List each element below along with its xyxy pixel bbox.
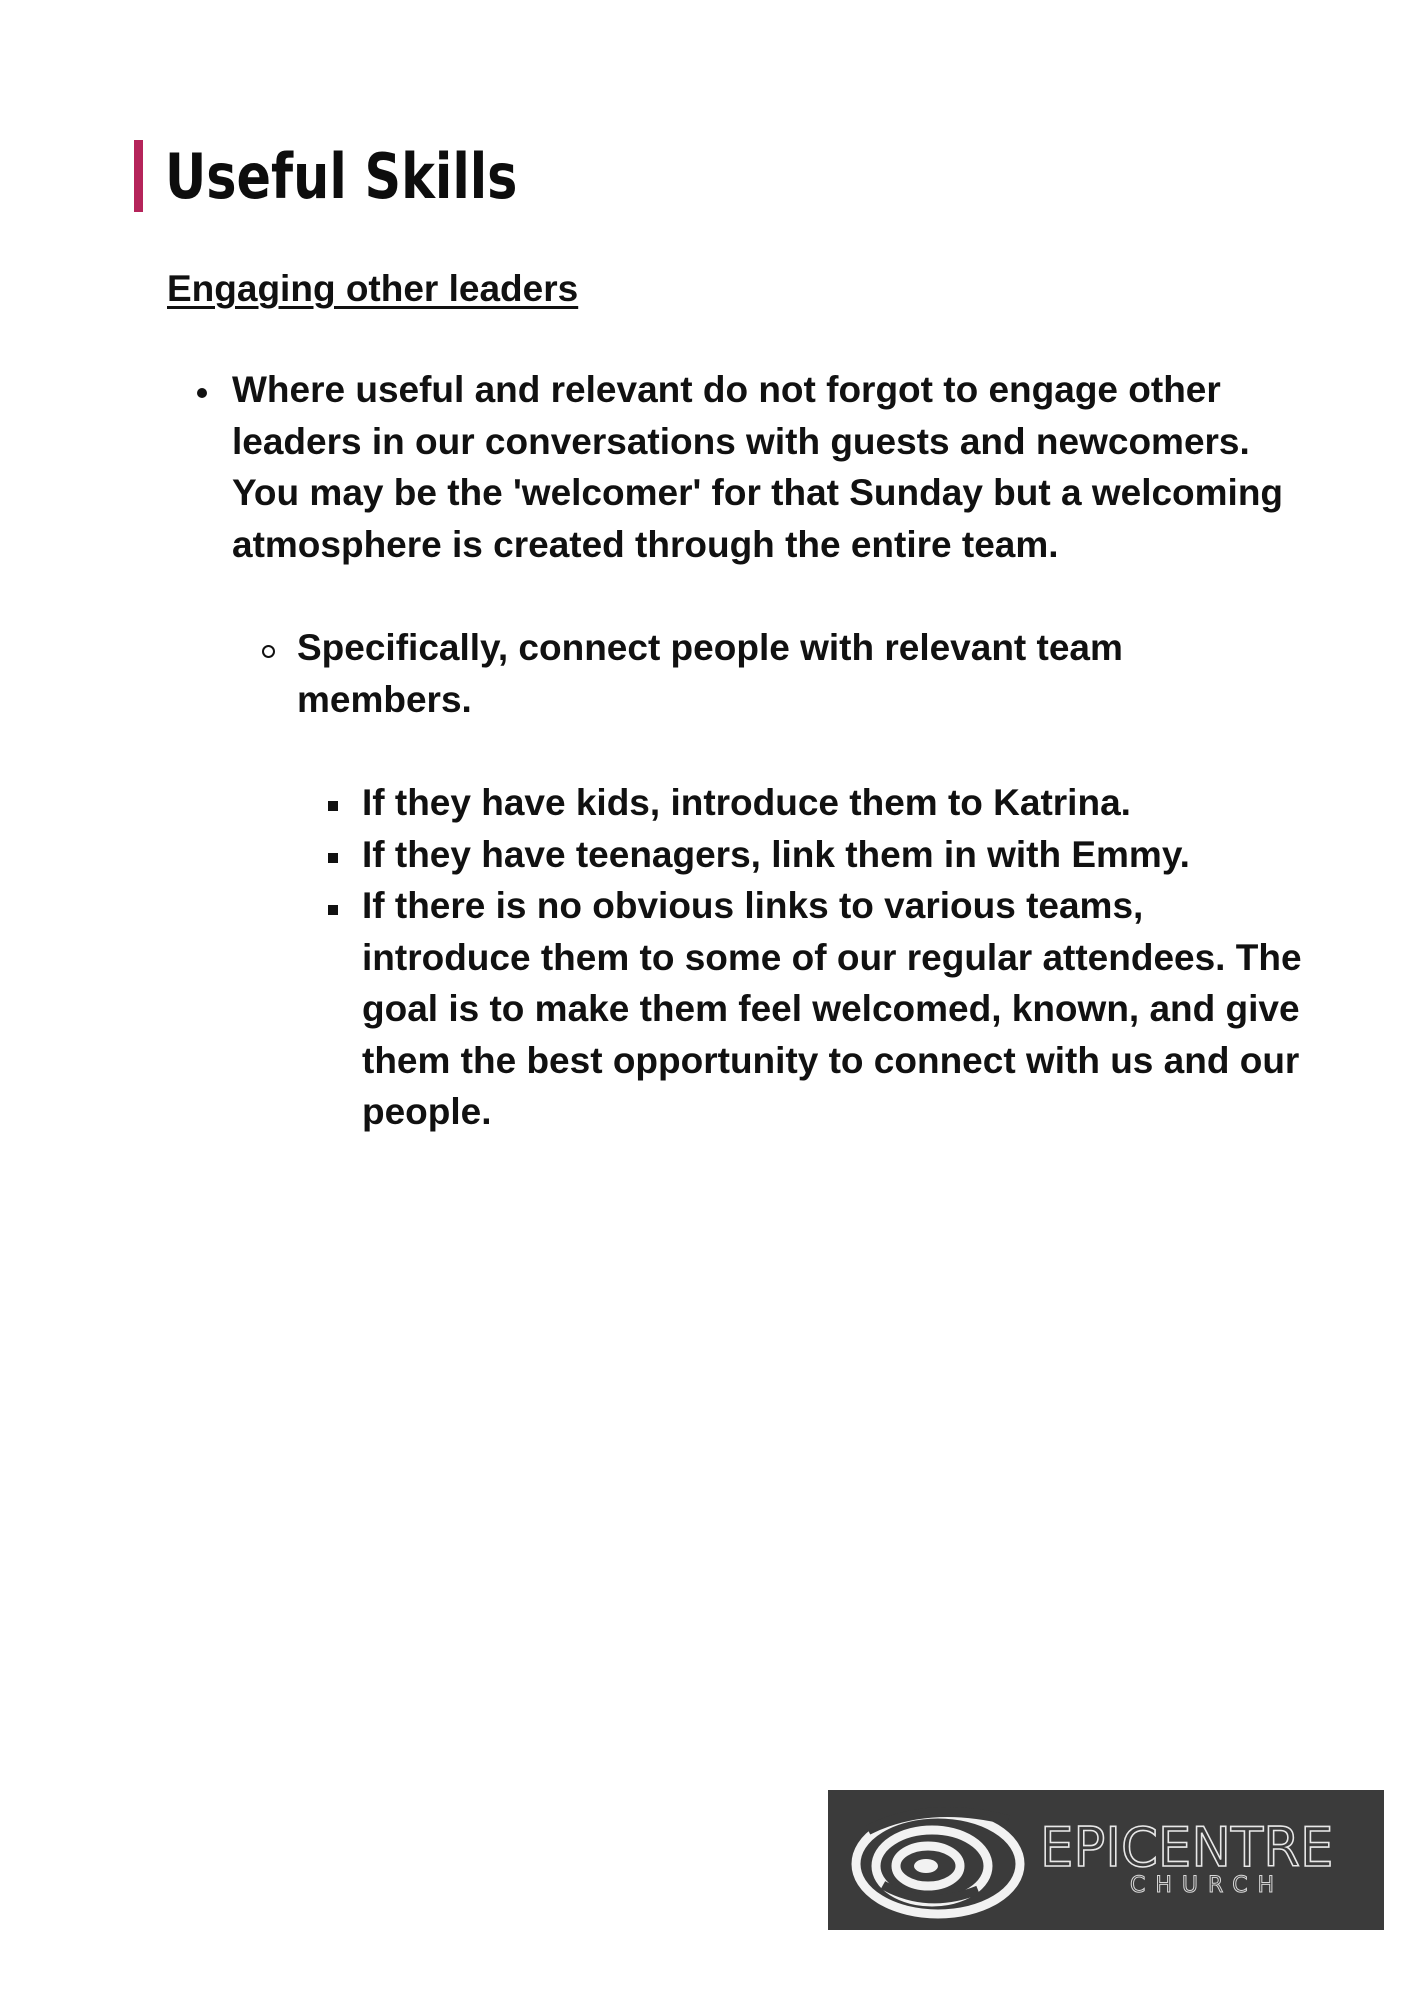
bullet-circle-icon <box>262 645 275 658</box>
list-item: If they have kids, introduce them to Katrina. <box>362 782 1131 823</box>
section-subheading: Engaging other leaders <box>167 268 579 309</box>
accent-bar <box>134 140 143 212</box>
section-title-wrap <box>134 140 595 212</box>
bullet-disc-icon <box>197 388 207 398</box>
bullet-square-icon <box>328 853 338 863</box>
bullet-level-3-list <box>362 777 1322 1138</box>
bullet-level-2: Specifically, connect people with relevant team members. <box>297 627 1123 720</box>
page-title: Useful Skills <box>165 139 518 213</box>
epicentre-church-logo <box>828 1790 1384 1930</box>
bullet-level-1: Where useful and relevant do not forgot to engage other leaders in our conversations with guests and newcomers. You may be the 'welcomer' for that Sunday but a welcoming atmosphere is created through the entire team. <box>232 369 1284 565</box>
logo-subtitle: CHURCH <box>1130 1873 1285 1898</box>
list-item: If they have teenagers, link them in with Emmy. <box>362 833 1190 875</box>
list-item: If there is no obvious links to various teams, introduce them to some of our regular attendees. The goal is to make them feel welcomed, known, and give them the best opportunity to connect with us and our people. <box>362 885 1302 1132</box>
logo-wordmark: EPICENTRE <box>1040 1816 1334 1879</box>
bullet-square-icon <box>328 801 338 811</box>
bullet-square-icon <box>328 905 338 915</box>
